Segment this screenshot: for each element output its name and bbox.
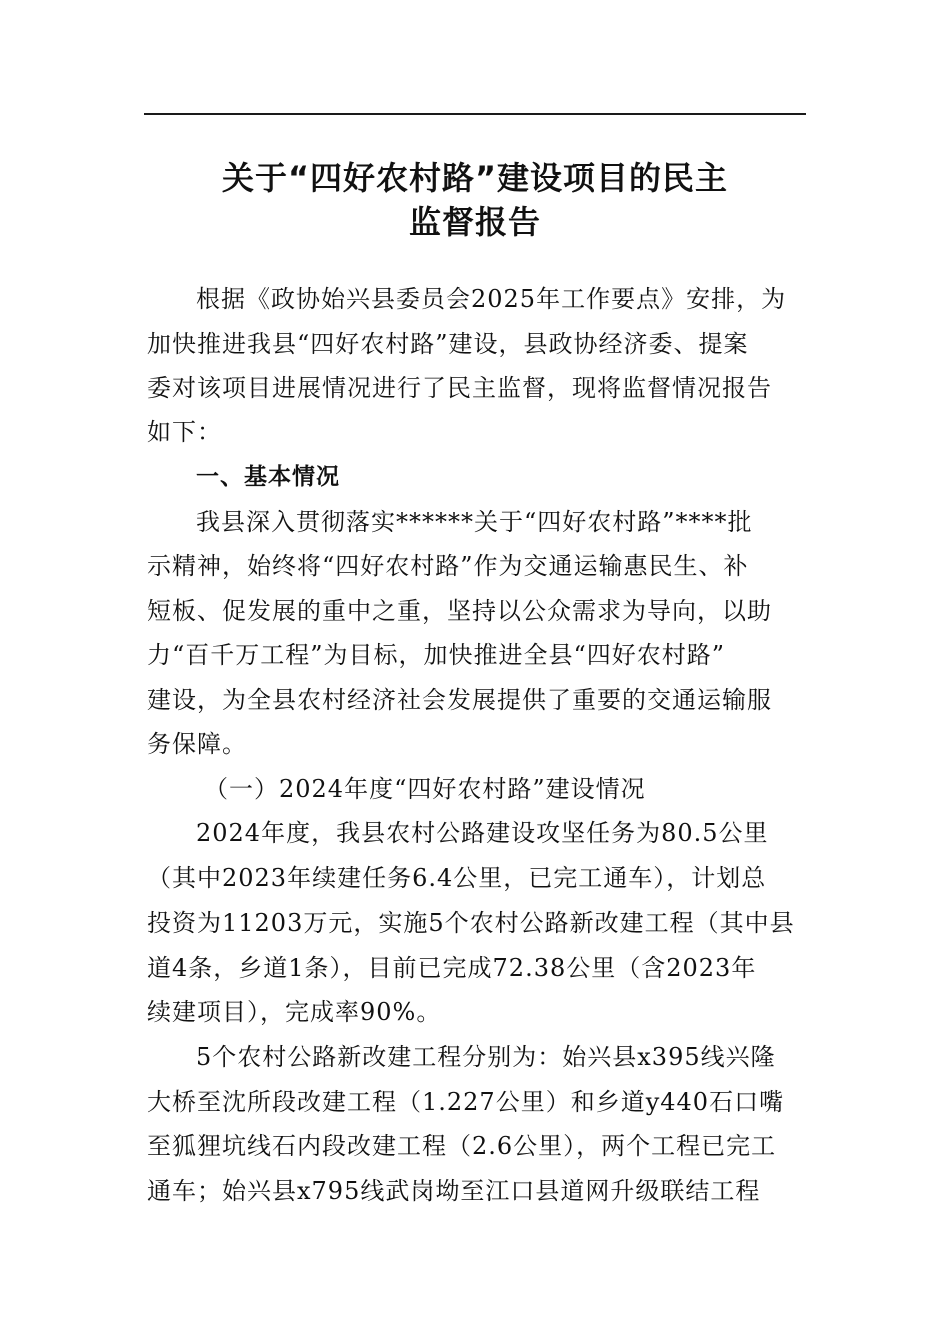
- text-line: 投资为11203万元，实施5个农村公路新改建工程（其中县: [147, 909, 795, 937]
- text-line: 道4条，乡道1条），目前已完成72.38公里（含2023年: [147, 954, 757, 982]
- text-line: 如下：: [147, 418, 222, 446]
- text-line: 建设，为全县农村经济社会发展提供了重要的交通运输服: [147, 686, 772, 714]
- section-heading: 一、基本情况: [196, 464, 340, 490]
- text-line: 2024年度，我县农村公路建设攻坚任务为80.5公里: [196, 819, 769, 847]
- text-line: 至狐狸坑线石内段改建工程（2.6公里），两个工程已完工: [147, 1132, 777, 1160]
- text-line: 续建项目），完成率90%。: [147, 998, 442, 1026]
- text-line: 短板、促发展的重中之重，坚持以公众需求为导向，以助: [147, 597, 772, 625]
- text-line: 通车；始兴县x795线武岗坳至江口县道网升级联结工程: [147, 1177, 761, 1205]
- text-line: 力“百千万工程”为目标，加快推进全县“四好农村路”: [147, 641, 726, 669]
- top-divider: [144, 113, 806, 115]
- text-line: 我县深入贯彻落实******关于“四好农村路”****批: [196, 508, 753, 536]
- text-line: 加快推进我县“四好农村路”建设，县政协经济委、提案: [147, 330, 749, 358]
- text-line: 委对该项目进展情况进行了民主监督，现将监督情况报告: [147, 374, 772, 402]
- subsection-heading: （一）2024年度“四好农村路”建设情况: [204, 775, 646, 803]
- text-line: 大桥至沈所段改建工程（1.227公里）和乡道y440石口嘴: [147, 1088, 785, 1116]
- document-title-line-1: 关于“四好农村路”建设项目的民主: [221, 159, 729, 197]
- text-line: 示精神，始终将“四好农村路”作为交通运输惠民生、补: [147, 552, 749, 580]
- text-line: 5个农村公路新改建工程分别为：始兴县x395线兴隆: [196, 1043, 776, 1071]
- document-title-line-2: 监督报告: [408, 203, 541, 241]
- text-line: （其中2023年续建任务6.4公里，已完工通车），计划总: [147, 864, 767, 892]
- text-line: 根据《政协始兴县委员会2025年工作要点》安排，为: [196, 285, 787, 313]
- text-line: 务保障。: [147, 730, 247, 758]
